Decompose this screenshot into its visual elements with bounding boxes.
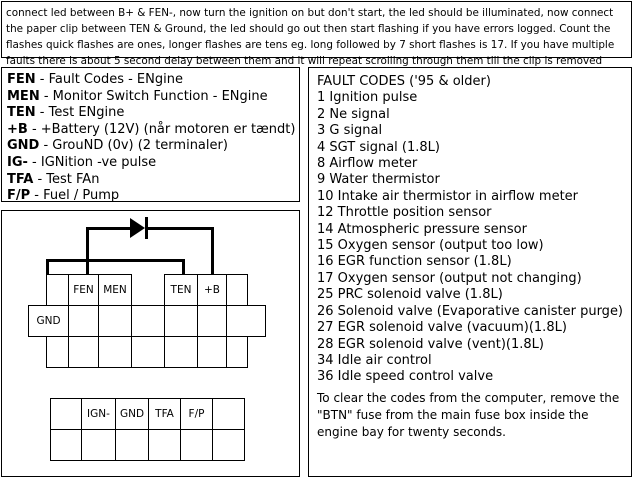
connector-cell-blank — [46, 336, 69, 368]
terminal-tfa: TFA — [148, 398, 181, 430]
terminal-fuel-pump: F/P — [180, 398, 213, 430]
connector-cell-blank — [164, 336, 198, 368]
terminal-ign: IGN- — [81, 398, 116, 430]
fault-code-item: 3 G signal — [317, 123, 383, 139]
connector-cell-blank — [226, 274, 248, 306]
led-diode-icon — [128, 216, 150, 240]
legend-item — [7, 138, 294, 155]
legend-abbr: F/P — [7, 188, 31, 204]
legend-item — [7, 122, 294, 139]
fault-code-item: 9 Water thermistor — [317, 172, 440, 188]
legend-desc: - Fault Codes - ENgine — [35, 72, 183, 87]
fault-codes-title: FAULT CODES ('95 & older) — [317, 74, 491, 89]
legend-desc: - Monitor Switch Function - ENgine — [39, 88, 268, 104]
fault-code-item: 14 Atmospheric pressure sensor — [317, 221, 527, 237]
fault-code-item: 34 Idle air control — [317, 352, 432, 368]
fault-code-item: 27 EGR solenoid valve (vacuum)(1.8L) — [317, 320, 567, 336]
terminal-ten: TEN — [164, 274, 198, 306]
connector-cell-blank — [50, 398, 82, 430]
legend-item — [7, 72, 294, 89]
legend-desc: - +Battery (12V) (når motoren er tændt) — [27, 121, 296, 137]
legend-item — [7, 155, 294, 172]
legend-item — [7, 89, 294, 106]
connector-cell-blank — [148, 429, 181, 461]
legend-desc: - GrouND (0v) (2 terminaler) — [39, 138, 228, 154]
legend-item — [7, 188, 294, 205]
terminal-gnd: GND — [28, 305, 69, 337]
terminal-legend — [1, 67, 300, 202]
fault-code-item: 15 Oxygen sensor (output too low) — [317, 238, 544, 254]
connector-cell-blank — [68, 336, 99, 368]
connector-cell-blank — [81, 429, 116, 461]
connector-cell-blank — [131, 305, 165, 337]
fault-code-item: 26 Solenoid valve (Evaporative canister purge) — [317, 303, 624, 319]
legend-abbr: GND — [7, 138, 40, 154]
connector-cell-blank — [98, 336, 132, 368]
fault-code-item: 17 Oxygen sensor (output not changing) — [317, 270, 582, 286]
connector-cell-blank — [50, 429, 82, 461]
fault-code-item: 36 Idle speed control valve — [317, 369, 494, 385]
instructions-panel — [1, 1, 632, 67]
fault-code-item: 10 Intake air thermistor in airflow meter — [317, 188, 579, 204]
legend-abbr: MEN — [7, 88, 40, 104]
wire-led-right — [147, 227, 214, 230]
terminal-gnd-2: GND — [115, 398, 149, 430]
connector-cell-blank — [115, 429, 149, 461]
fault-code-item: 4 SGT signal (1.8L) — [317, 139, 440, 155]
legend-item — [7, 172, 294, 189]
legend-abbr: +B — [7, 121, 28, 137]
instructions-text: connect led between B+ & FEN-, now turn the ignition on but don't start, the led should be illuminated, now connect the paper clip between TEN & Ground, the led should go out then start flashing if you have errors logged. Count the flashes quick flashes are ones, longer flashes are tens eg. long followed by 7 short flashes is 17. If you have multiple faults there is about 5 second delay between them and it will repeat scrolling through them till the clip is removed — [6, 7, 615, 67]
connector-cell-blank — [164, 305, 198, 337]
connector-cell-blank — [197, 305, 227, 337]
legend-abbr: TEN — [7, 105, 36, 121]
connector-cell-blank — [131, 336, 165, 368]
connector-cell-blank — [197, 336, 227, 368]
connector-cell-blank — [180, 429, 213, 461]
fault-code-item: 16 EGR function sensor (1.8L) — [317, 254, 512, 270]
connector-cell-blank — [68, 305, 99, 337]
legend-abbr: TFA — [7, 171, 34, 187]
connector-diagram — [1, 210, 300, 477]
fault-code-item: 8 Airflow meter — [317, 156, 418, 172]
terminal-fen: FEN — [68, 274, 99, 306]
fault-code-item: 25 PRC solenoid valve (1.8L) — [317, 287, 503, 303]
legend-item — [7, 105, 294, 122]
fault-code-item: 28 EGR solenoid valve (vent)(1.8L) — [317, 336, 544, 352]
connector-cell-blank — [98, 305, 132, 337]
legend-abbr: IG- — [7, 154, 28, 170]
connector-cell-blank — [226, 336, 248, 368]
fault-code-item: 1 Ignition pulse — [317, 90, 418, 106]
fault-code-item: 12 Throttle position sensor — [317, 205, 492, 221]
fault-code-item: 2 Ne signal — [317, 106, 390, 122]
legend-desc: - IGNition -ve pulse — [27, 154, 157, 170]
terminal-men: MEN — [98, 274, 132, 306]
clear-codes-note: To clear the codes from the computer, remove the "BTN" fuse from the main fuse box inside the engine bay for twenty seconds. — [317, 390, 620, 439]
terminal-plus-b: +B — [197, 274, 227, 306]
fault-codes-panel — [308, 67, 632, 477]
legend-desc: - Test FAn — [33, 171, 100, 187]
legend-desc: - Fuel / Pump — [30, 188, 120, 204]
legend-abbr: FEN — [7, 72, 36, 87]
connector-cell-blank — [226, 305, 266, 337]
wire-led-left — [86, 227, 133, 230]
connector-cell-blank — [212, 398, 245, 430]
legend-desc: - Test ENgine — [35, 105, 125, 121]
connector-cell-blank — [212, 429, 245, 461]
wire-gnd-horizontal — [46, 259, 185, 262]
connector-cell-blank — [46, 274, 69, 306]
